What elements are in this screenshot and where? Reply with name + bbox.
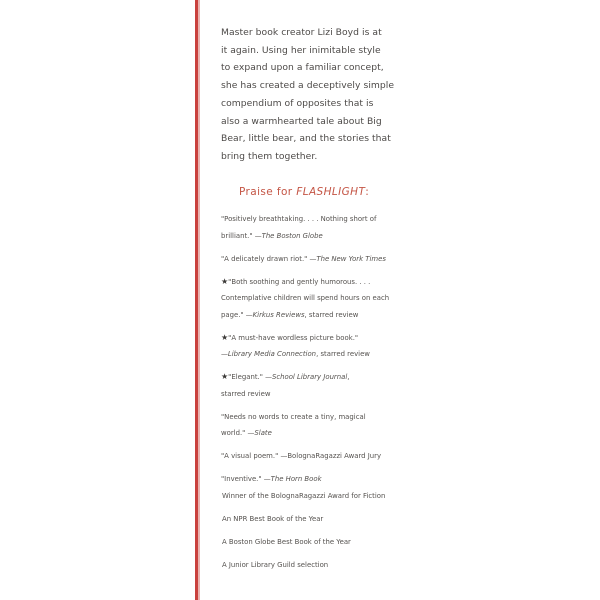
quote-line: brilliant." —	[221, 231, 262, 240]
praise-quotes	[221, 211, 401, 494]
star-icon: ★	[221, 276, 229, 286]
quote-line: page." —	[221, 310, 253, 319]
quote-line: "Needs no words to create a tiny, magical	[221, 412, 366, 421]
blurb-line: it again. Using her inimitable style	[221, 44, 381, 56]
quote-line: Contemplative children will spend hours on each	[221, 294, 390, 302]
review-quote	[221, 211, 401, 244]
award-line: Winner of the BolognaRagazzi Award for Fiction	[222, 492, 386, 500]
quote-line: —	[221, 350, 228, 358]
quote-line: "A delicately drawn riot." —	[221, 254, 317, 263]
review-quote	[221, 251, 401, 268]
blurb-line: bring them together.	[221, 150, 318, 162]
review-quote	[221, 274, 401, 324]
quote-line: "Positively breathtaking. . . . Nothing short of	[221, 215, 377, 223]
blurb-line: Bear, little bear, and the stories that	[221, 133, 391, 145]
praise-heading	[239, 185, 369, 199]
blurb-line: compendium of opposites that is	[221, 97, 374, 109]
book-blurb	[221, 24, 396, 166]
award-line: A Boston Globe Best Book of the Year	[222, 538, 351, 546]
award-line: An NPR Best Book of the Year	[222, 515, 324, 523]
quote-tail: , starred review	[304, 310, 359, 319]
quote-line: "Elegant." —	[228, 373, 272, 381]
quote-source: Kirkus Reviews	[252, 310, 305, 319]
praise-heading-title: FLASHLIGHT	[296, 186, 366, 198]
quote-source: School Library Journal	[271, 373, 348, 381]
quote-tail: , starred review	[316, 350, 370, 358]
blurb-line: to expand upon a familiar concept,	[221, 62, 384, 74]
quote-line: starred review	[221, 389, 271, 398]
award-line: A Junior Library Guild selection	[222, 561, 329, 569]
review-quote	[221, 448, 401, 465]
quote-line: "A must-have wordless picture book."	[228, 333, 359, 342]
quote-source: The Horn Book	[270, 475, 322, 483]
review-quote	[221, 471, 401, 488]
quote-source: The Boston Globe	[261, 231, 323, 240]
praise-heading-prefix: Praise for	[239, 186, 297, 198]
review-quote	[221, 369, 401, 402]
review-quote	[221, 409, 401, 442]
spine-shadow	[198, 0, 200, 600]
quote-line: "Both soothing and gently humorous. . . .	[228, 277, 371, 286]
praise-heading-suffix: :	[365, 186, 370, 198]
quote-line: "A visual poem." —BolognaRagazzi Award Jury	[221, 452, 382, 460]
star-icon: ★	[221, 332, 229, 342]
quote-line: "Inventive." —	[221, 475, 271, 483]
star-icon: ★	[221, 372, 229, 381]
quote-line: world." —	[221, 429, 255, 437]
review-quote	[221, 330, 401, 363]
quote-source: Library Media Connection	[227, 350, 317, 358]
quote-source: The New York Times	[316, 254, 386, 263]
quote-tail: ,	[347, 373, 350, 381]
blurb-line: Master book creator Lizi Boyd is at	[221, 27, 382, 38]
blurb-line: also a warmhearted tale about Big	[221, 115, 382, 127]
quote-source: Slate	[254, 429, 272, 437]
blurb-line: she has created a deceptively simple	[221, 80, 395, 92]
